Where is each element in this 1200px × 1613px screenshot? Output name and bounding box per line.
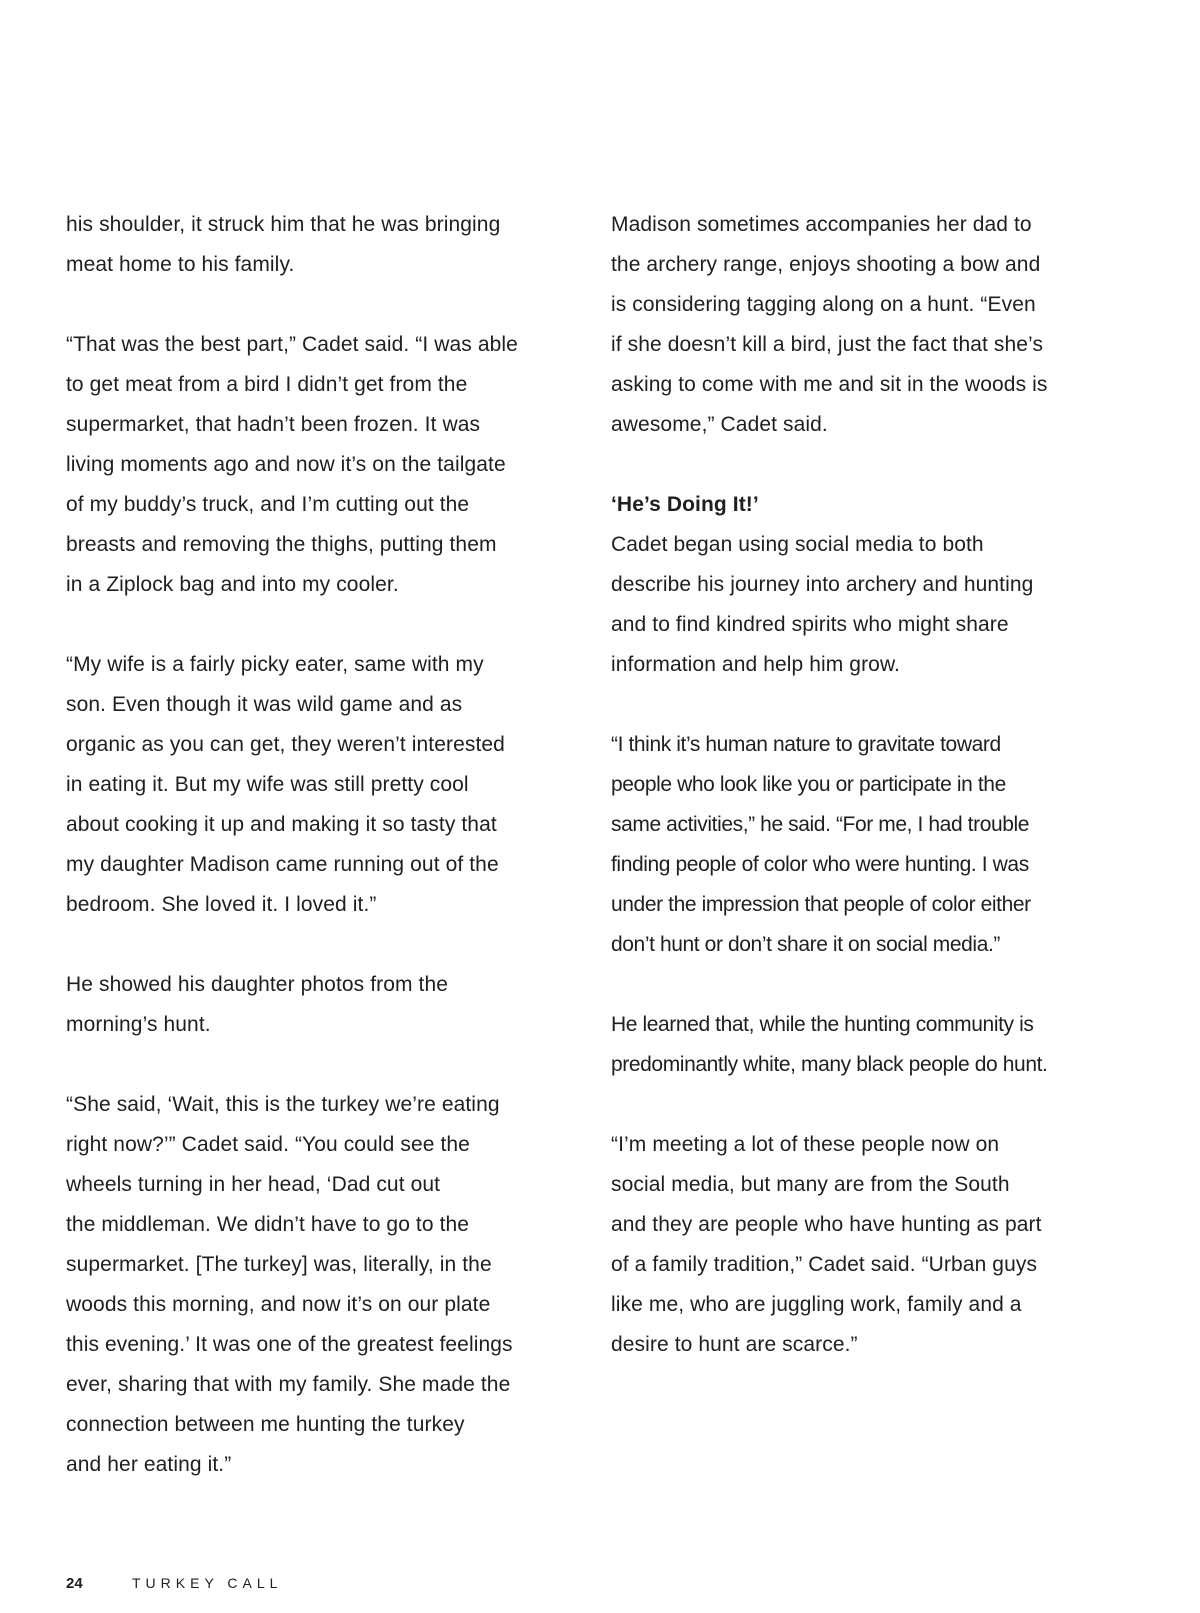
body-paragraph: “I think it’s human nature to gravitate toward people who look like you or participate in the same activities,” he said. “For me, I had trouble finding people of color who were hunting. I was under the impression that people of color either don’t hunt or don’t share it on social media.” — [611, 733, 1031, 956]
right-column — [611, 205, 1131, 1405]
page-footer — [66, 1570, 282, 1596]
page-number: 24 — [66, 1574, 83, 1592]
left-column — [66, 205, 576, 1525]
body-paragraph: He learned that, while the hunting community is predominantly white, many black people do hunt. — [611, 1013, 1048, 1076]
body-paragraph: Madison sometimes accompanies her dad to the archery range, enjoys shooting a bow and is considering tagging along on a hunt. “Even if she doesn’t kill a bird, just the fact that she’s asking to come with me and sit in the woods is awesome,” Cadet said. — [611, 213, 1048, 436]
publication-name: TURKEY CALL — [132, 1575, 283, 1591]
body-paragraph: “She said, ‘Wait, this is the turkey we’re eating right now?’” Cadet said. “You could see the wheels turning in her head, ‘Dad cut out the middleman. We didn’t have to go to the supermarket. [The turkey] was, literally, in the woods this morning, and now it’s on our plate this evening.’ It was one of the greatest feelings ever, sharing that with my family. She made the connection between me hunting the turkey and her eating it.” — [66, 1093, 513, 1476]
body-paragraph: “That was the best part,” Cadet said. “I was able to get meat from a bird I didn’t get from the supermarket, that hadn’t been frozen. It was living moments ago and now it’s on the tailgate of my buddy’s truck, and I’m cutting out the breasts and removing the thighs, putting them in a Ziplock bag and into my cooler. — [66, 333, 518, 596]
body-paragraph: Cadet began using social media to both describe his journey into archery and hunting and to find kindred spirits who might share information and help him grow. — [611, 533, 1034, 676]
body-paragraph: “I’m meeting a lot of these people now on social media, but many are from the South and they are people who have hunting as part of a family tradition,” Cadet said. “Urban guys like me, who are juggling work, family and a desire to hunt are scarce.” — [611, 1133, 1042, 1356]
body-paragraph: “My wife is a fairly picky eater, same with my son. Even though it was wild game and as organic as you can get, they weren’t interested in eating it. But my wife was still pretty cool about cooking it up and making it so tasty that my daughter Madison came running out of the bedroom. She loved it. I loved it.” — [66, 653, 505, 916]
section-subheading: ‘He’s Doing It!’ — [611, 493, 759, 516]
body-paragraph: He showed his daughter photos from the morning’s hunt. — [66, 973, 449, 1036]
body-paragraph: his shoulder, it struck him that he was bringing meat home to his family. — [66, 213, 501, 276]
